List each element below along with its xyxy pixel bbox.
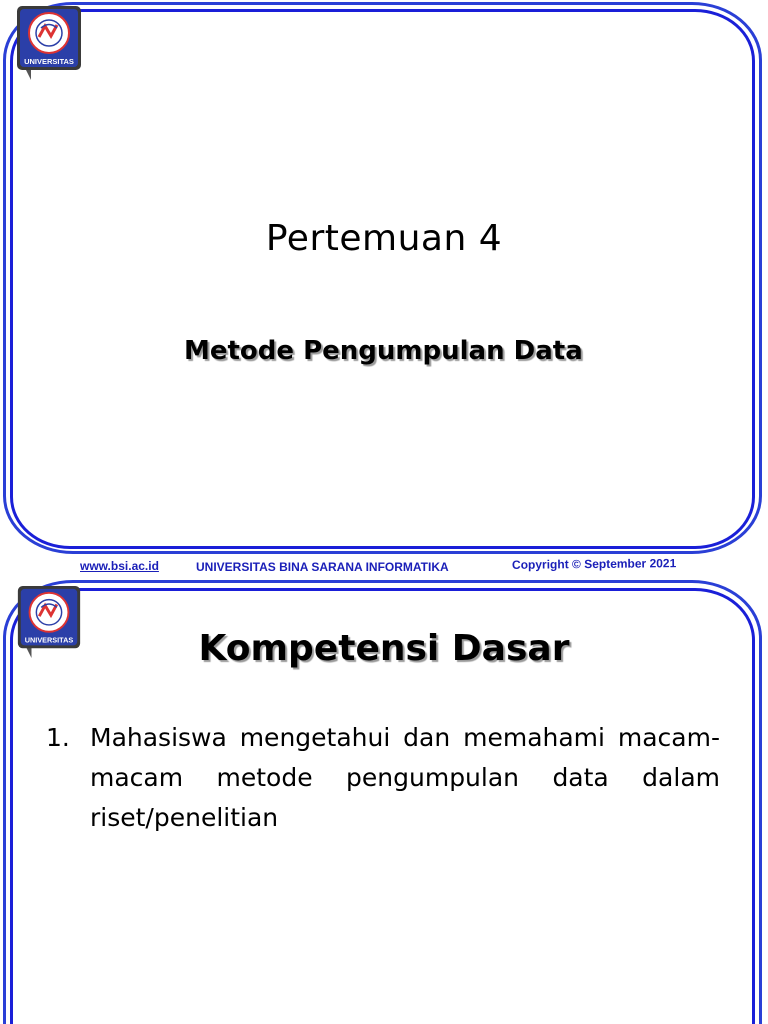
logo-text: UNIVERSITAS — [24, 57, 74, 66]
competency-list — [46, 718, 720, 838]
list-item-text: Mahasiswa mengetahui dan memahami macam-macam metode pengumpulan data dalam riset/penelitian — [90, 723, 720, 832]
copyright-text: Copyright © September 2021 — [511, 556, 677, 572]
slide-subtitle: Metode Pengumpulan Data — [184, 336, 583, 366]
slide-frame-inner — [10, 9, 755, 549]
bsi-logo-icon — [17, 6, 81, 80]
website-link[interactable]: www.bsi.ac.id — [80, 559, 159, 573]
logo-text: UNIVERSITAS — [24, 635, 74, 645]
slide-footer — [0, 555, 768, 577]
list-item — [46, 718, 720, 838]
university-name: UNIVERSITAS BINA SARANA INFORMATIKA — [196, 560, 449, 574]
slide-kompetensi — [0, 578, 768, 1024]
list-number: 1. — [46, 723, 70, 752]
slide-title-text: Pertemuan 4 — [265, 218, 503, 259]
slide-title-text: Kompetensi Dasar — [198, 628, 570, 669]
